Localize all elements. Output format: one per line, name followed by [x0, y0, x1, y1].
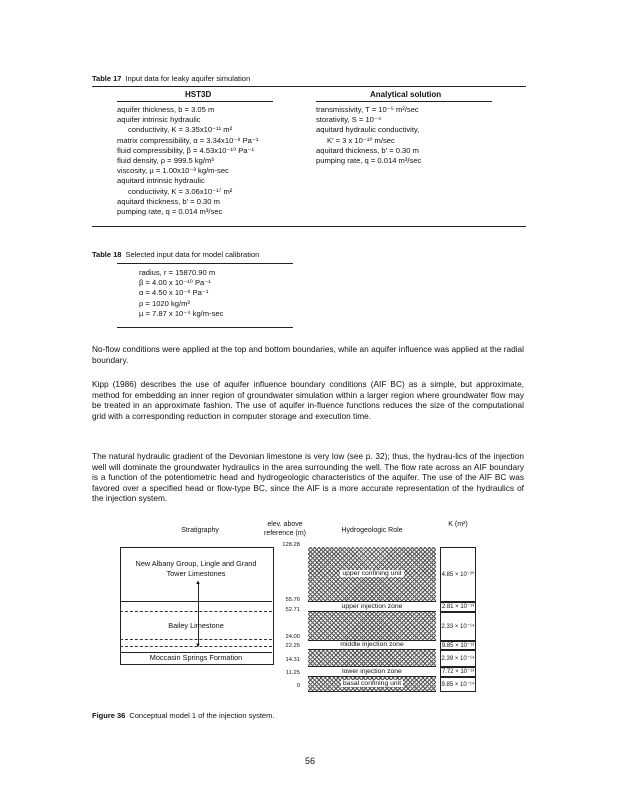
- elevation-label: 22.25: [285, 643, 300, 649]
- table-17-left-row: aquifer thickness, b = 3.05 m: [117, 105, 215, 114]
- table-17-right-header: Analytical solution: [370, 90, 442, 99]
- page-number: 56: [304, 756, 315, 766]
- k-value: 2.33 × 10⁻¹⁴: [440, 612, 476, 641]
- elevation-label: 11.25: [285, 670, 300, 676]
- arrow-down-icon: ▼: [195, 643, 201, 649]
- zone-basal-confining: [308, 677, 436, 692]
- table-17-left-row: fluid density, ρ = 999.5 kg/m³: [117, 156, 214, 166]
- table-18-bottom-rule: [117, 327, 293, 328]
- table-18-label: Table 18: [92, 250, 122, 259]
- table-17-right-row: pumping rate, q = 0.014 m³/sec: [316, 156, 422, 166]
- k-value: 7.72 × 10⁻¹³: [441, 669, 475, 675]
- table-17-left-row: pumping rate, q = 0.014 m³/sec: [117, 207, 223, 217]
- arrow-up-icon: ▲: [195, 580, 201, 586]
- zone-upper-injection: [308, 602, 436, 612]
- paragraph-no-flow: No-flow conditions were applied at the top and bottom boundaries, while an aquifer influence was applied at the radial boundary.: [92, 344, 524, 365]
- table-18-row: α = 4.50 x 10⁻⁸ Pa⁻¹: [139, 288, 209, 298]
- zone-label: basal confining unit: [342, 680, 402, 687]
- table-18-title: Selected input data for model calibration: [125, 250, 260, 259]
- k-value: 9.85 × 10⁻¹³: [441, 643, 475, 649]
- table-17-left-row: fluid compressibility, β = 4.53x10⁻¹⁰ Pa⁻¹: [117, 145, 255, 155]
- elevation-label: 55.76: [285, 597, 300, 603]
- table-18-rows: [139, 268, 223, 319]
- figure-36-label: Figure 36: [92, 711, 126, 720]
- zone-confining-2: [308, 612, 436, 641]
- zone-label: upper confining unit: [342, 570, 402, 577]
- table-17-left-row: conductivity, K = 3.35x10⁻¹¹ m²: [128, 125, 233, 135]
- paragraph-hydraulic-gradient: The natural hydraulic gradient of the Devonian limestone is very low (see p. 32); thus, the hydrau-lics of the injection well will dominate the groundwater hydraulics in the area surrounding the well. The flow rate across an AIF boundary is a function of the potentiometric head and hydrogeologic characteristics of the aquifer. The use of the AIF BC was favored over a specified head or flow-type BC, since the AIF is a more accurate representation of the hydraulics of the injection system.: [92, 451, 524, 503]
- stratigraphy-boundary: [120, 601, 272, 602]
- table-17-right-column: [316, 105, 421, 166]
- k-value: 2.81 × 10⁻¹³: [441, 604, 475, 610]
- table-18-row: ρ = 1020 kg/m³: [139, 298, 190, 308]
- table-17-right-header-rule: [316, 101, 492, 102]
- zone-upper-confining: [308, 547, 436, 602]
- elevation-label: 128.28: [282, 542, 300, 548]
- paragraph-kipp: Kipp (1986) describes the use of aquifer influence boundary conditions (AIF BC) as a simple, but approximate, method for embedding an inner region of groundwater simulation within a larger region where groundwater flow may be treated in an approximate fashion. The use of aquifer in-fluence functions reduces the size of the computational grid with a corresponding reduction in computer storage and execution time.: [92, 379, 524, 421]
- zone-lower-injection: [308, 667, 436, 677]
- elevation-label: 52.71: [285, 607, 300, 613]
- table-17-right-row: aquitard hydraulic conductivity,: [316, 125, 420, 135]
- k-value: 4.85 × 10⁻²⁰: [440, 547, 476, 602]
- zone-confining-3: [308, 650, 436, 667]
- table-17-label: Table 17: [92, 74, 122, 83]
- zone-label: middle injection zone: [340, 641, 404, 648]
- table-17-title: Input data for leaky aquifer simulation: [125, 74, 251, 83]
- strat-unit-new-albany: New Albany Group, Lingle and Grand Tower Limestones: [135, 559, 257, 578]
- table-17-left-row: aquifer intrinsic hydraulic: [117, 115, 201, 125]
- table-18-row: radius, r = 15870.90 m: [139, 268, 216, 277]
- table-18-row: µ = 7.87 x 10⁻⁴ kg/m-sec: [139, 308, 224, 318]
- zone-label: lower injection zone: [342, 668, 402, 675]
- table-17-right-row: transmissivity, T = 10⁻⁵ m²/sec: [316, 105, 419, 114]
- figure-col-k: K (m²): [448, 521, 468, 528]
- stratigraphy-dashed-line: [120, 611, 272, 612]
- table-17-right-row: storativity, S = 10⁻⁴: [316, 115, 382, 125]
- table-17-left-column: [117, 105, 258, 217]
- elevation-label: 14.31: [285, 657, 300, 663]
- stratigraphy-dashed-line: [120, 639, 272, 640]
- table-17-left-row: viscosity, µ = 1.00x10⁻³ kg/m-sec: [117, 166, 229, 176]
- strat-unit-bailey: Bailey Limestone: [168, 621, 224, 630]
- strat-unit-moccasin-springs: Moccasin Springs Formation: [149, 653, 243, 662]
- k-value: 2.39 × 10⁻¹⁴: [440, 650, 476, 667]
- zone-label: upper injection zone: [341, 603, 403, 610]
- table-18-row: β = 4.00 x 10⁻¹⁰ Pa⁻¹: [139, 278, 211, 288]
- elevation-label: 24.00: [285, 634, 300, 640]
- k-value: 9.85 × 10⁻¹⁴: [440, 677, 476, 692]
- elevation-label: 0: [296, 683, 300, 689]
- figure-col-role: Hydrogeologic Role: [341, 527, 403, 534]
- figure-col-stratigraphy: Stratigraphy: [181, 527, 219, 534]
- table-17-caption: [92, 74, 250, 83]
- injection-interval-arrow: [198, 583, 199, 645]
- table-17-left-row: conductivity, K = 3.06x10⁻¹⁷ m²: [128, 186, 233, 196]
- table-18-top-rule: [117, 263, 293, 264]
- zone-middle-injection: [308, 641, 436, 650]
- figure-36-caption: [92, 711, 274, 720]
- table-17-left-row: matrix compressibility, α = 3.34x10⁻⁸ Pa⁻¹: [117, 135, 259, 145]
- table-17-left-header-rule: [117, 101, 273, 102]
- table-17-left-row: aquitard thickness, b′ = 0.30 m: [117, 196, 220, 206]
- table-17-bottom-rule: [92, 226, 526, 227]
- table-17-left-row: aquitard intrinsic hydraulic: [117, 176, 205, 186]
- figure-36-title: Conceptual model 1 of the injection system.: [129, 711, 275, 720]
- table-17-right-row: aquitard thickness, b′ = 0.30 m: [316, 145, 419, 155]
- table-18-caption: [92, 250, 259, 259]
- table-17-right-row: K′ = 3 x 10⁻¹⁰ m/sec: [327, 135, 395, 145]
- table-17-left-header: HST3D: [185, 90, 212, 99]
- figure-col-elevation: elev. above reference (m): [263, 521, 306, 537]
- table-17-top-rule: [92, 86, 526, 87]
